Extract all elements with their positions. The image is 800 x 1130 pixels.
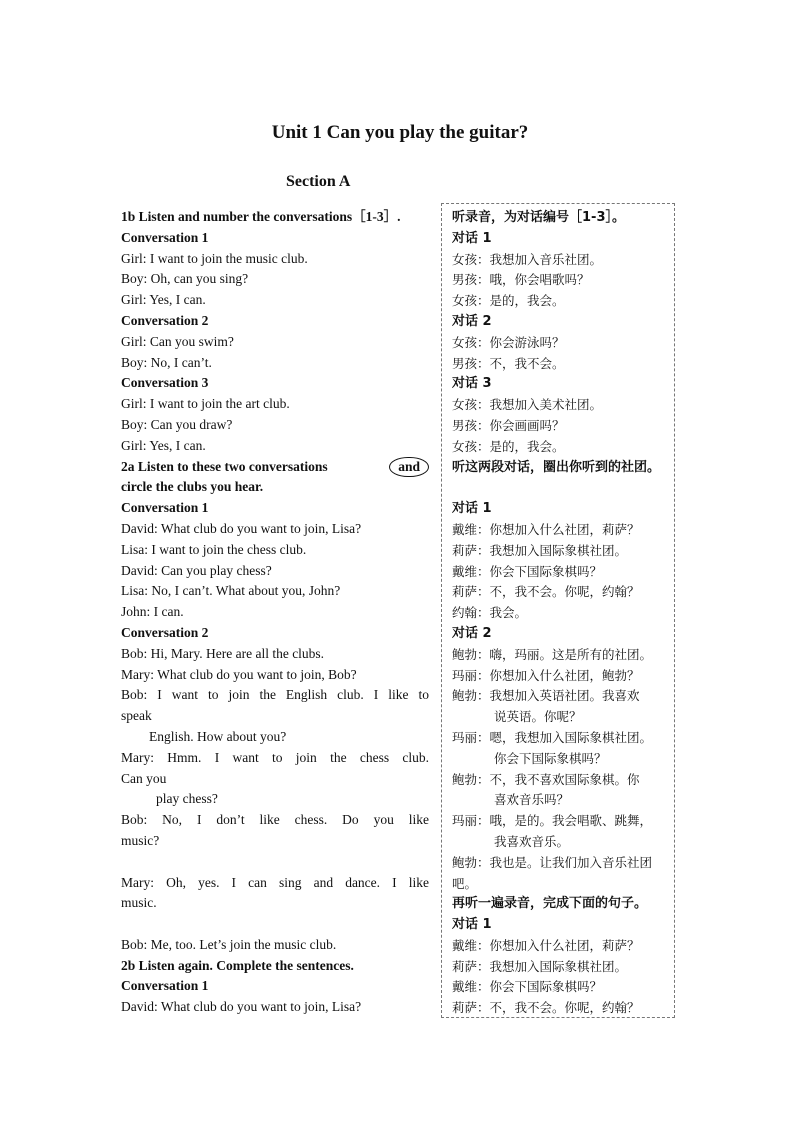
dialogue-line: music. [121,895,157,911]
dialogue-line-zh: 女孩：是的，我会。 [452,293,565,309]
dialogue-line: David: What club do you want to join, Lisa? [121,999,362,1015]
dialogue-line-zh: 玛丽：哦，是的。我会唱歌、跳舞， [452,813,653,829]
dialogue-line-zh: 鲍勃：嗨，玛丽。这是所有的社团。 [452,646,653,662]
task-1b-heading-zh: 听录音，为对话编号［1-3］。 [452,210,625,225]
dialogue-line-zh: 约翰：我会。 [452,605,528,621]
dialogue-line: speak [121,708,152,724]
dialogue-line: Girl: Yes, I can. [121,437,206,453]
conversation-title: Conversation 2 [121,624,209,640]
task-2a-heading-zh: 听这两段对话，圈出你听到的社团。 [452,459,661,475]
dialogue-line: Girl: Can you swim? [121,333,234,349]
dialogue-line-zh: 莉萨：不，我不会。你呢，约翰？ [452,584,640,600]
dialogue-line: music? [121,832,160,848]
dialogue-line: Bob: Hi, Mary. Here are all the clubs. [121,645,325,661]
conversation-title-zh: 对话 3 [452,376,492,392]
circled-word: and [389,457,429,478]
dialogue-line: Girl: I want to join the art club. [121,396,290,412]
dialogue-line: Boy: Can you draw? [121,416,233,432]
dialogue-line-zh: 你会下国际象棋吗？ [494,750,607,766]
spacer [121,914,429,935]
english-column [121,207,429,1018]
dialogue-line: Bob: Me, too. Let’s join the music club. [121,936,337,952]
dialogue-line: Boy: No, I can’t. [121,354,212,370]
dialogue-line: Lisa: No, I can’t. What about you, John? [121,583,341,599]
dialogue-line-zh: 女孩：我想加入音乐社团。 [452,251,603,267]
task-1b-heading: 1b Listen and number the conversations［1-3］. [121,209,401,224]
dialogue-line: Bob: No, I don’t like chess. Do you like [121,812,429,828]
task-2a-heading-text: 2a Listen to these two conversations [121,458,328,474]
conversation-title-zh: 对话 1 [452,917,492,933]
dialogue-line-zh: 莉萨：我想加入国际象棋社团。 [452,542,628,558]
chinese-translation-column [441,203,675,1018]
dialogue-line: Mary: Oh, yes. I can sing and dance. I like [121,874,429,890]
spacer [452,478,674,499]
dialogue-line-zh: 鲍勃：我也是。让我们加入音乐社团 [452,854,653,870]
dialogue-line: Lisa: I want to join the chess club. [121,541,307,557]
dialogue-line-zh: 玛丽：你想加入什么社团，鲍勃？ [452,667,640,683]
task-2b-heading: 2b Listen again. Complete the sentences. [121,957,354,973]
dialogue-line: Can you [121,770,167,786]
dialogue-line-zh: 戴维：你会下国际象棋吗？ [452,563,603,579]
dialogue-line-zh: 戴维：你想加入什么社团，莉萨？ [452,937,640,953]
dialogue-line: John: I can. [121,604,184,620]
conversation-title-zh: 对话 1 [452,230,492,246]
section-heading: Section A [286,173,351,190]
conversation-title-zh: 对话 2 [452,313,492,329]
dialogue-line-zh: 莉萨：不，我不会。你呢，约翰？ [452,1000,640,1016]
conversation-title: Conversation 2 [121,312,209,328]
conversation-title: Conversation 1 [121,229,209,245]
dialogue-line-zh: 鲍勃：我想加入英语社团。我喜欢 [452,688,640,704]
dialogue-line-zh: 戴维：你会下国际象棋吗？ [452,979,603,995]
task-2b-heading-zh: 再听一遍录音，完成下面的句子。 [452,896,648,912]
task-2a-heading [121,457,429,478]
dialogue-line-zh: 吧。 [452,875,478,891]
spacer [121,852,429,873]
dialogue-line-zh: 女孩：我想加入美术社团。 [452,397,603,413]
conversation-title-zh: 对话 2 [452,625,492,641]
dialogue-line-zh: 男孩：哦，你会唱歌吗？ [452,272,590,288]
dialogue-line: Girl: I want to join the music club. [121,250,308,266]
conversation-title-zh: 对话 1 [452,501,492,517]
page-title: Unit 1 Can you play the guitar? [271,122,529,143]
dialogue-line: play chess? [156,791,218,807]
dialogue-line-zh: 女孩：你会游泳吗？ [452,334,565,350]
conversation-title: Conversation 3 [121,375,209,391]
dialogue-line-zh: 莉萨：我想加入国际象棋社团。 [452,958,628,974]
conversation-title: Conversation 1 [121,500,209,516]
dialogue-line-zh: 女孩：是的，我会。 [452,438,565,454]
dialogue-line-zh: 玛丽：嗯，我想加入国际象棋社团。 [452,729,653,745]
dialogue-line-zh: 男孩：不，我不会。 [452,355,565,371]
dialogue-line-zh: 喜欢音乐吗？ [494,792,570,808]
dialogue-line: Boy: Oh, can you sing? [121,271,249,287]
dialogue-line-zh: 男孩：你会画画吗？ [452,417,565,433]
task-2a-heading-cont: circle the clubs you hear. [121,479,264,495]
dialogue-line: David: Can you play chess? [121,562,272,578]
dialogue-line: Mary: Hmm. I want to join the chess club. [121,749,429,765]
dialogue-line-zh: 戴维：你想加入什么社团，莉萨？ [452,521,640,537]
dialogue-line: David: What club do you want to join, Lisa? [121,520,362,536]
dialogue-line: Bob: I want to join the English club. I like to [121,687,429,703]
dialogue-line: English. How about you? [149,728,287,744]
dialogue-line-zh: 鲍勃：不，我不喜欢国际象棋。你 [452,771,640,787]
dialogue-line-zh: 我喜欢音乐。 [494,833,570,849]
dialogue-line: Mary: What club do you want to join, Bob? [121,666,357,682]
dialogue-line: Girl: Yes, I can. [121,292,206,308]
dialogue-line-zh: 说英语。你呢？ [494,709,582,725]
conversation-title: Conversation 1 [121,978,209,994]
